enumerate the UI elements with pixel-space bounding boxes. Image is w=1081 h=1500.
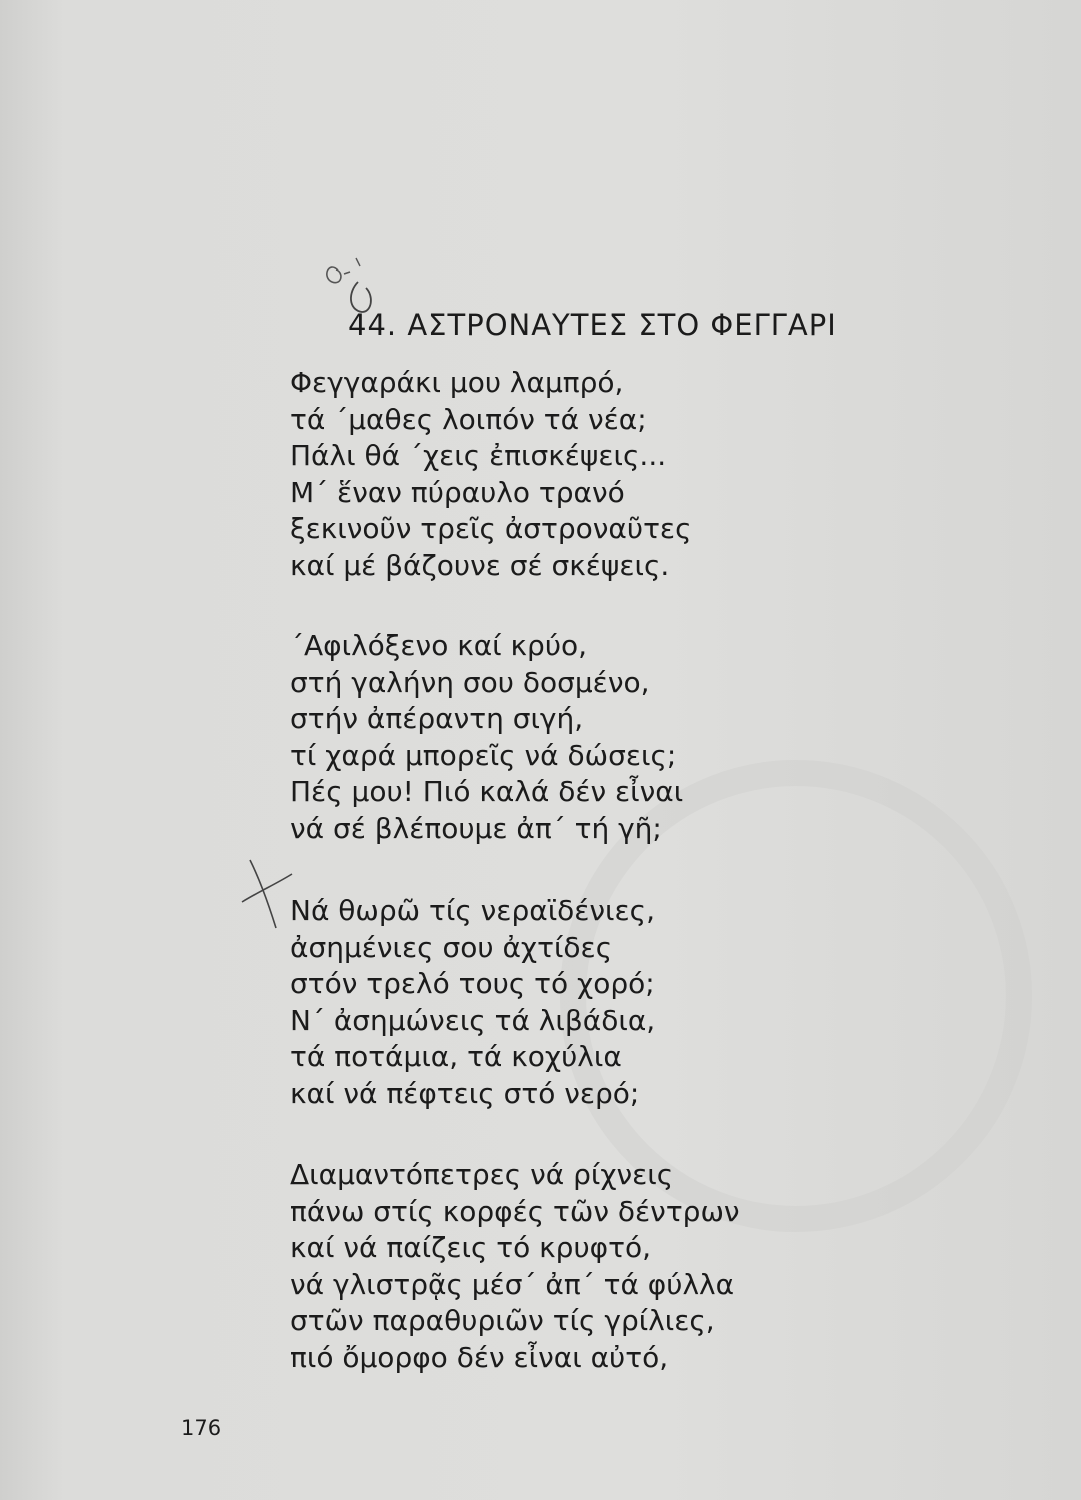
poem-line: πιό ὄμορφο δέν εἶναι αὐτό, bbox=[290, 1340, 669, 1374]
poem-line: καί νά πέφτεις στό νερό; bbox=[290, 1076, 640, 1110]
poem-line: Νά θωρῶ τίς νεραϊδένιες, bbox=[290, 894, 655, 927]
stanza-3 bbox=[290, 893, 655, 1112]
poem-line: πάνω στίς κορφές τῶν δέντρων bbox=[290, 1194, 740, 1228]
poem-line: τί χαρά μπορεῖς νά δώσεις; bbox=[290, 738, 677, 772]
poem-line: στόν τρελό τους τό χορό; bbox=[290, 967, 655, 1000]
poem-line: στῶν παραθυριῶν τίς γρίλιες, bbox=[290, 1304, 715, 1337]
poem-line: Πάλι θά ΄χεις ἐπισκέψεις... bbox=[290, 439, 667, 472]
poem-line: τά ποτάμια, τά κοχύλια bbox=[290, 1040, 622, 1073]
stanza-4 bbox=[290, 1157, 740, 1376]
poem-line: νά σέ βλέπουμε ἀπ΄ τή γῆ; bbox=[290, 811, 662, 845]
poem-line: Διαμαντόπετρες νά ρίχνεις bbox=[290, 1158, 674, 1191]
poem-line: Φεγγαράκι μου λαμπρό, bbox=[290, 366, 624, 399]
poem-line: καί νά παίζεις τό κρυφτό, bbox=[290, 1231, 652, 1264]
poem-line: ξεκινοῦν τρεῖς ἀστροναῦτες bbox=[290, 512, 692, 545]
poem-line: Μ΄ ἕναν πύραυλο τρανό bbox=[290, 475, 625, 509]
poem-title: 44. ΑΣΤΡΟΝΑΥΤΕΣ ΣΤΟ ΦΕΓΓΑΡΙ bbox=[348, 308, 837, 342]
poem-line: νά γλιστρᾷς μέσ΄ ἀπ΄ τά φύλλα bbox=[290, 1267, 735, 1301]
poem-line: Πές μου! Πιό καλά δέν εἶναι bbox=[290, 775, 684, 808]
poem-line: στή γαλήνη σου δοσμένο, bbox=[290, 665, 650, 699]
stanza-2 bbox=[290, 628, 683, 847]
stanza-1 bbox=[290, 365, 692, 584]
poem-line: καί μέ βάζουνε σέ σκέψεις. bbox=[290, 548, 670, 582]
poem-line: Ν΄ ἀσημώνεις τά λιβάδια, bbox=[290, 1003, 656, 1037]
poem-line: ἀσημένιες σου ἀχτίδες bbox=[290, 930, 613, 964]
page-number: 176 bbox=[181, 1416, 222, 1440]
poem-line: ΄Αφιλόξενο καί κρύο, bbox=[290, 629, 588, 662]
poem-line: στήν ἀπέραντη σιγή, bbox=[290, 702, 584, 735]
poem-line: τά ΄μαθες λοιπόν τά νέα; bbox=[290, 402, 647, 436]
